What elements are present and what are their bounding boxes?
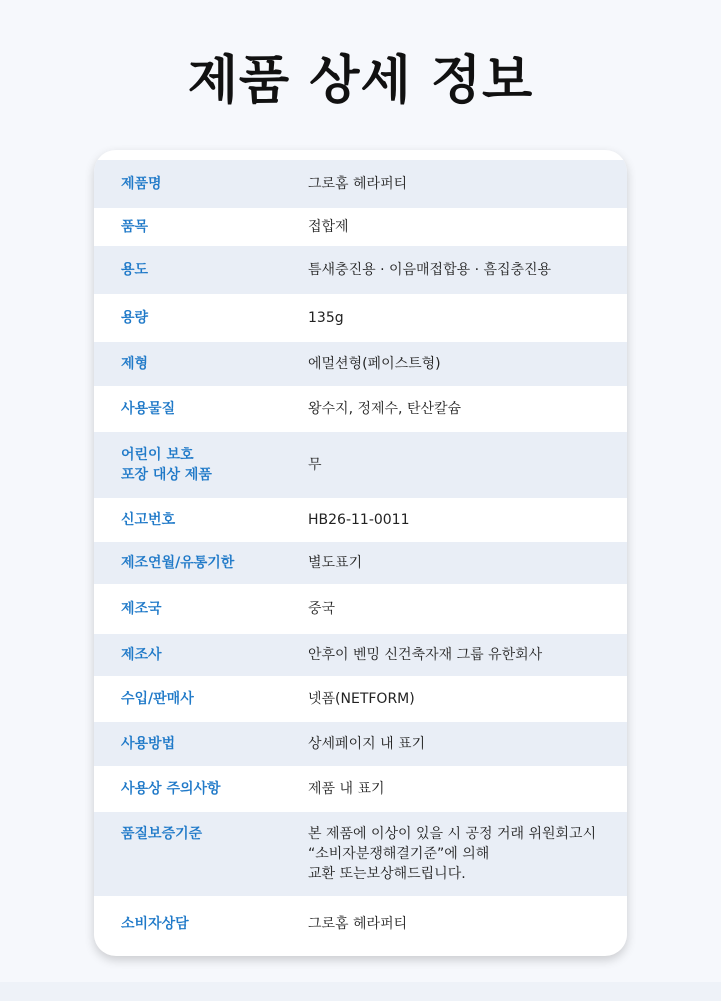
row-label: 품질보증기준: [121, 826, 203, 842]
row-label: 사용물질: [121, 401, 176, 417]
row-value: 틈새충진용 · 이음매접합용 · 흠집충진용: [308, 262, 552, 278]
table-row-materials: [94, 386, 627, 432]
row-value: 중국: [308, 601, 336, 617]
row-label: 신고번호: [121, 512, 176, 528]
table-row-quality-warranty: [94, 812, 627, 896]
table-row-child-protection: [94, 432, 627, 498]
row-label: 소비자상담: [121, 916, 189, 932]
table-row-precautions: [94, 766, 627, 812]
product-info-table: [94, 150, 627, 956]
table-row-usage-method: [94, 722, 627, 766]
page-title: 제품 상세 정보: [187, 51, 534, 111]
row-label: 제품명: [121, 176, 162, 192]
row-label: 사용상 주의사항: [121, 781, 221, 797]
row-value: HB26-11-0011: [308, 512, 410, 528]
row-label: 수입/판매사: [121, 691, 194, 707]
row-label: 제조사: [121, 647, 162, 663]
table-row-importer: [94, 676, 627, 722]
row-value: 제품 내 표기: [308, 781, 385, 797]
table-row-manufacture-date: [94, 542, 627, 584]
row-label: 용도: [121, 262, 149, 278]
row-value: 135g: [308, 310, 344, 326]
row-label: 사용방법: [121, 736, 176, 752]
table-row-manufacturer: [94, 634, 627, 676]
row-value: 왕수지, 정제수, 탄산칼슘: [308, 401, 462, 417]
row-value: 안후이 벤밍 신건축자재 그룹 유한회사: [308, 647, 543, 663]
row-label: 용량: [121, 310, 149, 326]
bottom-divider: [0, 982, 721, 1001]
row-value: 상세페이지 내 표기: [308, 736, 426, 752]
row-value: 무: [308, 457, 322, 473]
table-row-item: [94, 208, 627, 246]
row-value: 그로홈 헤라퍼티: [308, 916, 408, 932]
row-label: 어린이 보호 포장 대상 제품: [121, 447, 212, 483]
table-row-consumer-support: [94, 896, 627, 952]
row-label: 제조연월/유통기한: [121, 555, 235, 571]
table-row-country: [94, 584, 627, 634]
row-value: 에멀션형(페이스트형): [308, 356, 441, 372]
row-value: 접합제: [308, 219, 349, 235]
row-value: 그로홈 헤라퍼티: [308, 176, 408, 192]
row-value: 넷폼(NETFORM): [308, 691, 415, 707]
table-row-capacity: [94, 294, 627, 342]
row-value: 별도표기: [308, 555, 363, 571]
table-row-product-name: [94, 160, 627, 208]
table-row-formulation: [94, 342, 627, 386]
row-value: 본 제품에 이상이 있을 시 공정 거래 위원회고시 “소비자분쟁해결기준”에 의해 교환 또는보상해드립니다.: [308, 826, 597, 882]
table-row-report-number: [94, 498, 627, 542]
row-label: 제형: [121, 356, 149, 372]
table-row-usage-purpose: [94, 246, 627, 294]
row-label: 제조국: [121, 601, 162, 617]
row-label: 품목: [121, 219, 149, 235]
